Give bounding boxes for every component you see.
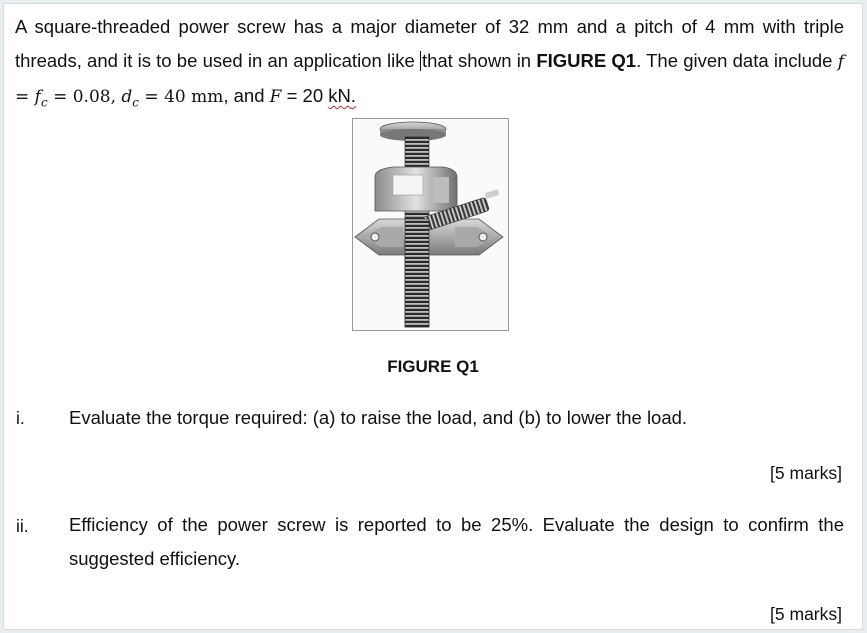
screw-jack-illustration <box>353 119 508 330</box>
conjunction: , and <box>223 85 270 106</box>
symbol-fc: f <box>34 87 41 107</box>
load-value: = 20 <box>281 85 329 106</box>
question-number: i. <box>16 408 25 428</box>
symbol-F: F <box>269 87 282 107</box>
sentence-end: . <box>350 85 357 106</box>
friction-value: = 0.08, <box>47 87 122 107</box>
question-number: ii. <box>16 516 29 536</box>
intro-text-cont: that shown in <box>421 49 537 71</box>
text-cursor <box>420 51 421 71</box>
screw-jack-figure <box>352 118 509 331</box>
marks-label: [5 marks] <box>770 604 842 624</box>
load-unit-spellcheck[interactable]: kN <box>328 85 351 106</box>
intro-text-data: . The given data include <box>636 49 838 71</box>
figure-caption: FIGURE Q1 <box>387 357 479 376</box>
question-text: Evaluate the torque required: (a) to raise the load, and (b) to lower the load. <box>69 407 688 428</box>
equals-sign: = <box>15 87 35 107</box>
symbol-dc: d <box>121 87 133 107</box>
marks-label: [5 marks] <box>770 463 842 483</box>
figure-reference: FIGURE Q1 <box>536 49 637 71</box>
symbol-fc-subscript: c <box>40 95 48 110</box>
collar-diameter-value: = 40 mm <box>139 87 224 107</box>
symbol-f: f <box>837 51 844 72</box>
intro-text: A square-threaded power screw has a major diameter of 32 mm and a pitch of 4 mm with triple threads, and it is to be used in an application like <box>15 16 844 71</box>
problem-statement <box>15 10 844 120</box>
question-text: Efficiency of the power screw is reported to be 25%. Evaluate the design to confirm the suggested efficiency. <box>69 514 844 569</box>
document-page <box>3 3 863 630</box>
symbol-dc-subscript: c <box>132 95 140 110</box>
